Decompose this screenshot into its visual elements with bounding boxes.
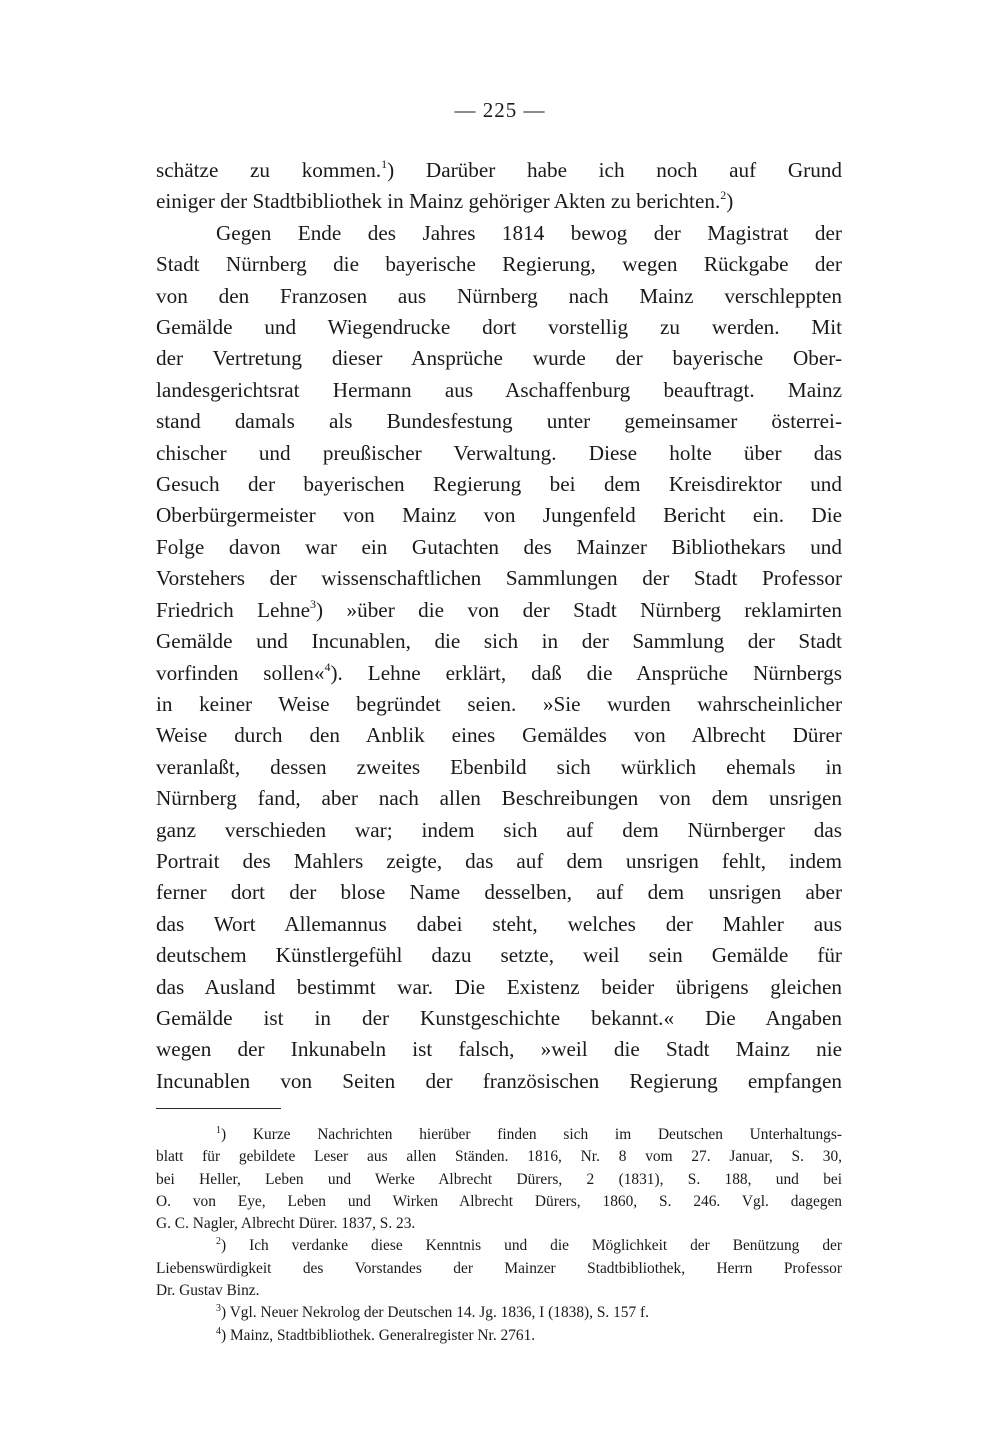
footnote-line: blatt für gebildete Leser aus allen Ständen. 1816, Nr. 8 vom 27. Januar, S. 30,: [156, 1148, 842, 1166]
text-line: Vorstehers der wissenschaftlichen Sammlungen der Stadt Professor: [156, 566, 842, 591]
text-line: Gemälde und Wiegendrucke dort vorstellig zu werden. Mit: [156, 315, 842, 340]
footnote-line: bei Heller, Leben und Werke Albrecht Dürers, 2 (1831), S. 188, und bei: [156, 1170, 842, 1188]
text-line: Nürnberg fand, aber nach allen Beschreibungen von dem unsrigen: [156, 786, 842, 811]
text-line: Folge davon war ein Gutachten des Mainzer Bibliothekars und: [156, 534, 842, 559]
text-line: ganz verschieden war; indem sich auf dem Nürnberger das: [156, 817, 842, 842]
text-line: Gesuch der bayerischen Regierung bei dem Kreisdirektor und: [156, 472, 842, 497]
text-line: schätze zu kommen.$^1$) Darüber habe ich noch auf Grund: [156, 157, 842, 182]
text-line: chischer und preußischer Verwaltung. Diese holte über das: [156, 440, 842, 465]
footnote-ref: 3: [310, 596, 317, 611]
footnote-ref: 4: [324, 659, 331, 674]
footnote-line: O. von Eye, Leben und Wirken Albrecht Dürers, 1860, S. 246. Vgl. dagegen: [156, 1192, 842, 1210]
body-text: [156, 155, 842, 1097]
footnotes: [156, 1124, 842, 1347]
footnote-ref: 2: [720, 188, 727, 203]
footnote-line: $^1$) Kurze Nachrichten hierüber finden sich im Deutschen Unterhaltungs-: [216, 1125, 842, 1143]
text-line: veranlaßt, dessen zweites Ebenbild sich würklich ehemals in: [156, 754, 842, 779]
footnote-line: Dr. Gustav Binz.: [156, 1282, 260, 1300]
text-line: Friedrich Lehne$^3$) »über die von der Stadt Nürnberg reklamirten: [156, 596, 842, 622]
footnote-number: 3: [216, 1303, 221, 1315]
text-line: landesgerichtsrat Hermann aus Aschaffenburg beauftragt. Mainz: [156, 377, 842, 402]
page-number: — 225 —: [454, 98, 546, 122]
text-line: Gemälde und Incunablen, die sich in der Sammlung der Stadt: [156, 629, 842, 654]
footnote-number: 1: [216, 1125, 221, 1136]
text-line: einiger der Stadtbibliothek in Mainz gehöriger Akten zu berichten.$^2$): [156, 188, 734, 214]
footnote-number: 4: [216, 1325, 221, 1337]
text-line: Gemälde ist in der Kunstgeschichte bekannt.« Die Angaben: [156, 1005, 842, 1030]
text-line: Oberbürgermeister von Mainz von Jungenfeld Bericht ein. Die: [156, 503, 842, 528]
footnote-line: G. C. Nagler, Albrecht Dürer. 1837, S. 23.: [156, 1215, 416, 1233]
text-line: vorfinden sollen«$^4$). Lehne erklärt, daß die Ansprüche Nürnbergs: [156, 659, 842, 685]
footnote-line: Liebenswürdigkeit des Vorstandes der Mainzer Stadtbibliothek, Herrn Professor: [156, 1259, 842, 1277]
text-line: Stadt Nürnberg die bayerische Regierung, wegen Rückgabe der: [156, 252, 842, 277]
text-line: deutschem Künstlergefühl dazu setzte, weil sein Gemälde für: [156, 943, 842, 968]
text-line: Gegen Ende des Jahres 1814 bewog der Magistrat der: [216, 220, 842, 245]
footnote-line: $^4$) Mainz, Stadtbibliothek. Generalregister Nr. 2761.: [216, 1325, 536, 1344]
text-line: das Wort Allemannus dabei steht, welches der Mahler aus: [156, 911, 842, 936]
footnote-line: $^3$) Vgl. Neuer Nekrolog der Deutschen 14. Jg. 1836, I (1838), S. 157 f.: [216, 1303, 650, 1322]
text-line: der Vertretung dieser Ansprüche wurde der bayerische Ober-: [156, 346, 842, 371]
text-line: von den Franzosen aus Nürnberg nach Mainz verschleppten: [156, 283, 842, 308]
text-line: das Ausland bestimmt war. Die Existenz beider übrigens gleichen: [156, 974, 842, 999]
text-line: Portrait des Mahlers zeigte, das auf dem unsrigen fehlt, indem: [156, 848, 842, 873]
text-line: ferner dort der blose Name desselben, auf dem unsrigen aber: [156, 880, 842, 905]
text-line: wegen der Inkunabeln ist falsch, »weil die Stadt Mainz nie: [156, 1037, 842, 1062]
text-line: in keiner Weise begründet seien. »Sie wurden wahrscheinlicher: [156, 691, 842, 716]
text-line: Incunablen von Seiten der französischen Regierung empfangen: [156, 1068, 842, 1093]
text-line: stand damals als Bundesfestung unter gemeinsamer österrei-: [156, 409, 842, 434]
text-line: Weise durch den Anblik eines Gemäldes von Albrecht Dürer: [156, 723, 842, 748]
footnote-ref: 1: [381, 157, 388, 171]
footnote-divider: [156, 1108, 281, 1109]
footnote-number: 2: [216, 1236, 221, 1248]
footnote-line: $^2$) Ich verdanke diese Kenntnis und die Möglichkeit der Benützung der: [216, 1236, 842, 1255]
